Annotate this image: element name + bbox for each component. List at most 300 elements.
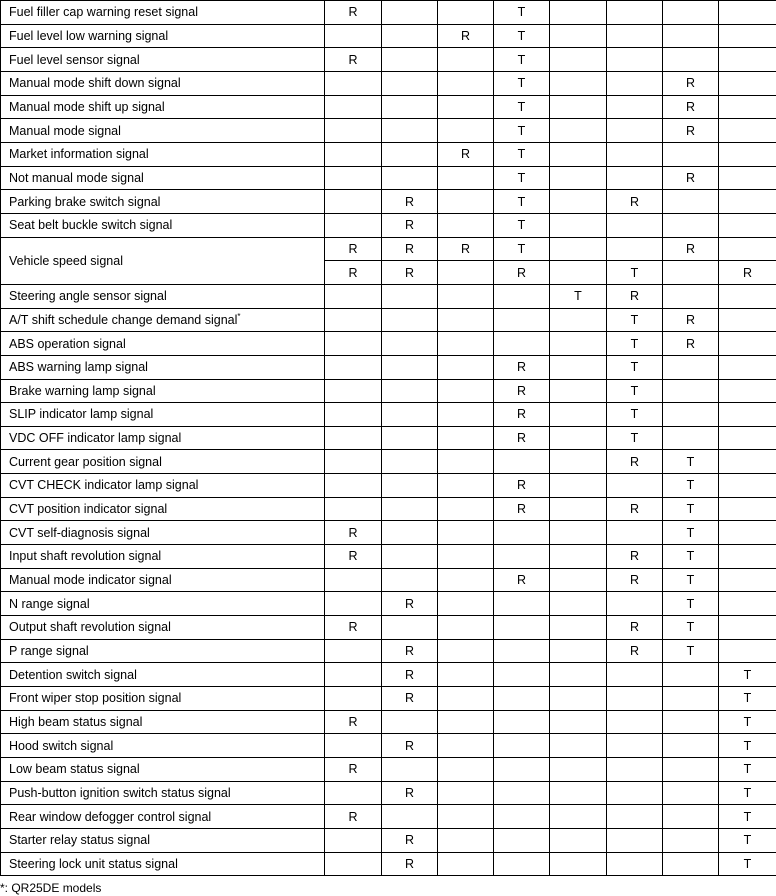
transmit-receive-cell [719,355,776,379]
transmit-receive-cell [607,95,663,119]
table-row [1,142,776,166]
table-row [1,166,776,190]
transmit-receive-cell [719,166,776,190]
transmit-receive-cell [719,48,776,72]
transmit-receive-cell [550,71,607,95]
transmit-receive-cell: R [607,545,663,569]
transmit-receive-cell [494,308,550,332]
transmit-receive-cell: R [663,119,719,143]
transmit-receive-cell [663,190,719,214]
table-row [1,95,776,119]
table-row [1,852,776,876]
transmit-receive-cell [325,355,382,379]
transmit-receive-cell [382,805,438,829]
transmit-receive-cell: T [607,379,663,403]
transmit-receive-cell [607,142,663,166]
transmit-receive-cell: T [663,568,719,592]
signal-name: Current gear position signal [9,454,162,469]
transmit-receive-cell [494,545,550,569]
transmit-receive-cell [382,710,438,734]
transmit-receive-cell [438,734,494,758]
transmit-receive-cell [325,213,382,237]
table-row [1,190,776,214]
transmit-receive-cell [719,474,776,498]
transmit-receive-cell [719,521,776,545]
transmit-receive-cell [494,781,550,805]
signal-name: CVT position indicator signal [9,502,168,517]
transmit-receive-cell: R [494,403,550,427]
signal-name-cell [1,710,325,734]
table-row [1,119,776,143]
transmit-receive-cell [550,687,607,711]
transmit-receive-cell: R [607,639,663,663]
transmit-receive-cell [607,592,663,616]
transmit-receive-cell [550,166,607,190]
transmit-receive-cell: T [607,332,663,356]
signal-name-cell [1,545,325,569]
transmit-receive-cell [325,71,382,95]
transmit-receive-cell [325,474,382,498]
transmit-receive-cell [663,852,719,876]
transmit-receive-cell: T [607,308,663,332]
transmit-receive-cell [382,474,438,498]
transmit-receive-cell [438,592,494,616]
signal-name-cell [1,734,325,758]
transmit-receive-cell [325,592,382,616]
transmit-receive-cell: R [438,24,494,48]
transmit-receive-cell [494,592,550,616]
signal-name-cell [1,24,325,48]
signal-name-cell [1,1,325,25]
transmit-receive-cell [382,24,438,48]
transmit-receive-cell [438,639,494,663]
table-row [1,663,776,687]
transmit-receive-cell: R [325,237,382,261]
table-row [1,24,776,48]
signal-name: Vehicle speed signal [9,253,123,268]
transmit-receive-cell [550,355,607,379]
transmit-receive-cell [663,805,719,829]
transmit-receive-cell [382,71,438,95]
signal-name: Parking brake switch signal [9,194,161,209]
footnote-marker: * [237,312,241,322]
transmit-receive-cell [382,497,438,521]
signal-name: Rear window defogger control signal [9,809,212,824]
signal-name: Fuel level sensor signal [9,52,140,67]
transmit-receive-cell: R [607,284,663,308]
signal-name-cell [1,828,325,852]
transmit-receive-cell: T [494,237,550,261]
transmit-receive-cell [325,379,382,403]
transmit-receive-cell [550,663,607,687]
transmit-receive-cell: R [382,237,438,261]
transmit-receive-cell [719,639,776,663]
table-row [1,758,776,782]
signal-name: Front wiper stop position signal [9,691,182,706]
transmit-receive-cell [438,166,494,190]
transmit-receive-cell [550,1,607,25]
transmit-receive-cell [382,48,438,72]
signal-name-cell [1,332,325,356]
transmit-receive-cell [325,24,382,48]
transmit-receive-cell: T [494,24,550,48]
transmit-receive-cell [550,119,607,143]
signal-name: Manual mode signal [9,123,121,138]
transmit-receive-cell [438,568,494,592]
transmit-receive-cell [494,710,550,734]
transmit-receive-cell [607,710,663,734]
transmit-receive-cell [719,592,776,616]
signal-name-cell [1,119,325,143]
signal-name-cell [1,355,325,379]
transmit-receive-cell: R [382,734,438,758]
signal-name-cell [1,663,325,687]
transmit-receive-cell: R [494,261,550,285]
transmit-receive-cell [719,497,776,521]
signal-name: Push-button ignition switch status signal [9,785,231,800]
signal-name: Seat belt buckle switch signal [9,218,173,233]
table-row [1,48,776,72]
transmit-receive-cell [719,568,776,592]
transmit-receive-cell [438,426,494,450]
transmit-receive-cell [325,852,382,876]
table-row [1,379,776,403]
transmit-receive-cell [438,758,494,782]
transmit-receive-cell [550,521,607,545]
transmit-receive-cell [550,24,607,48]
transmit-receive-cell [607,24,663,48]
transmit-receive-cell: R [494,497,550,521]
transmit-receive-cell: R [325,616,382,640]
transmit-receive-cell [719,213,776,237]
transmit-receive-cell [719,450,776,474]
signal-name-cell [1,639,325,663]
transmit-receive-cell [663,48,719,72]
table-row [1,616,776,640]
transmit-receive-cell: R [325,805,382,829]
transmit-receive-cell [550,805,607,829]
transmit-receive-cell [382,758,438,782]
signal-name: SLIP indicator lamp signal [9,407,154,422]
transmit-receive-cell [325,734,382,758]
transmit-receive-cell: T [663,592,719,616]
transmit-receive-cell: T [719,687,776,711]
transmit-receive-cell [382,95,438,119]
transmit-receive-cell [663,379,719,403]
transmit-receive-cell [550,758,607,782]
transmit-receive-cell [438,308,494,332]
transmit-receive-cell: T [494,166,550,190]
transmit-receive-cell [382,166,438,190]
transmit-receive-cell: T [494,142,550,166]
transmit-receive-cell: T [607,261,663,285]
transmit-receive-cell [550,616,607,640]
signal-name: Low beam status signal [9,762,140,777]
transmit-receive-cell: R [325,521,382,545]
signal-name: Fuel filler cap warning reset signal [9,5,198,20]
transmit-receive-cell [663,142,719,166]
signal-name-cell [1,190,325,214]
transmit-receive-cell [438,545,494,569]
table-row [1,734,776,758]
transmit-receive-cell [438,781,494,805]
transmit-receive-cell: R [325,1,382,25]
transmit-receive-cell: R [663,95,719,119]
transmit-receive-cell: T [719,663,776,687]
transmit-receive-cell [325,828,382,852]
signal-name-cell [1,237,325,284]
transmit-receive-cell [550,639,607,663]
transmit-receive-cell [663,758,719,782]
transmit-receive-cell [382,545,438,569]
transmit-receive-cell [325,403,382,427]
transmit-receive-cell: R [663,332,719,356]
transmit-receive-cell [438,450,494,474]
transmit-receive-cell [494,284,550,308]
transmit-receive-cell [438,119,494,143]
transmit-receive-cell [719,545,776,569]
signal-name: Manual mode indicator signal [9,573,172,588]
transmit-receive-cell [438,521,494,545]
table-row [1,474,776,498]
signal-name: N range signal [9,596,90,611]
transmit-receive-cell [325,450,382,474]
transmit-receive-cell [325,426,382,450]
transmit-receive-cell [438,261,494,285]
transmit-receive-cell [550,190,607,214]
transmit-receive-cell [438,379,494,403]
transmit-receive-cell [550,781,607,805]
signal-name: Hood switch signal [9,738,114,753]
signal-name: Manual mode shift down signal [9,76,181,91]
table-row [1,781,776,805]
transmit-receive-cell: T [719,710,776,734]
transmit-receive-cell [550,450,607,474]
transmit-receive-cell [607,828,663,852]
transmit-receive-cell [719,308,776,332]
transmit-receive-cell [494,616,550,640]
transmit-receive-cell: R [325,710,382,734]
transmit-receive-cell [325,190,382,214]
transmit-receive-cell [607,758,663,782]
transmit-receive-cell [438,213,494,237]
transmit-receive-cell [607,521,663,545]
signal-name-cell [1,758,325,782]
signal-name-cell [1,521,325,545]
transmit-receive-cell [550,568,607,592]
signal-name: A/T shift schedule change demand signal [9,313,238,328]
transmit-receive-cell: T [494,119,550,143]
signal-name: High beam status signal [9,715,143,730]
transmit-receive-cell: R [325,758,382,782]
transmit-receive-cell [663,781,719,805]
signal-name-cell [1,616,325,640]
transmit-receive-cell [550,332,607,356]
transmit-receive-cell [663,261,719,285]
table-row [1,805,776,829]
transmit-receive-cell [719,142,776,166]
signal-name-cell [1,166,325,190]
transmit-receive-cell: R [382,592,438,616]
transmit-receive-cell: T [663,521,719,545]
transmit-receive-cell: R [382,190,438,214]
transmit-receive-cell [550,48,607,72]
transmit-receive-cell [325,568,382,592]
transmit-receive-cell [438,332,494,356]
transmit-receive-cell [325,332,382,356]
signal-name: VDC OFF indicator lamp signal [9,431,182,446]
transmit-receive-cell: T [719,781,776,805]
transmit-receive-cell [607,663,663,687]
transmit-receive-cell [663,24,719,48]
transmit-receive-cell: R [607,190,663,214]
transmit-receive-cell: R [607,568,663,592]
transmit-receive-cell [382,450,438,474]
transmit-receive-cell [382,355,438,379]
transmit-receive-cell: R [325,48,382,72]
transmit-receive-cell [607,781,663,805]
transmit-receive-cell [382,426,438,450]
table-row [1,568,776,592]
transmit-receive-cell [607,687,663,711]
transmit-receive-cell: R [382,828,438,852]
transmit-receive-cell [719,1,776,25]
signal-name-cell [1,403,325,427]
signal-name-cell [1,48,325,72]
signal-table-body [1,1,776,876]
table-row [1,521,776,545]
table-row [1,545,776,569]
transmit-receive-cell: T [663,545,719,569]
signal-name: Fuel level low warning signal [9,28,169,43]
transmit-receive-cell: T [494,95,550,119]
signal-name: CVT CHECK indicator lamp signal [9,478,199,493]
transmit-receive-cell [607,166,663,190]
table-row [1,71,776,95]
transmit-receive-cell [325,284,382,308]
signal-name-cell [1,568,325,592]
transmit-receive-cell [494,332,550,356]
transmit-receive-cell [382,119,438,143]
transmit-receive-cell [719,71,776,95]
signal-name-cell [1,426,325,450]
transmit-receive-cell: T [550,284,607,308]
transmit-receive-cell [494,521,550,545]
transmit-receive-cell [382,308,438,332]
transmit-receive-cell [382,403,438,427]
signal-name-cell [1,497,325,521]
transmit-receive-cell: R [438,142,494,166]
transmit-receive-cell [550,237,607,261]
transmit-receive-cell [607,852,663,876]
transmit-receive-cell: T [607,403,663,427]
signal-name: Steering lock unit status signal [9,856,178,871]
transmit-receive-cell: R [382,261,438,285]
transmit-receive-cell: R [382,663,438,687]
transmit-receive-cell [438,663,494,687]
transmit-receive-cell [719,190,776,214]
transmit-receive-cell: R [325,545,382,569]
transmit-receive-cell: R [494,474,550,498]
transmit-receive-cell [494,734,550,758]
transmit-receive-cell [663,403,719,427]
transmit-receive-cell [325,639,382,663]
transmit-receive-cell [607,48,663,72]
transmit-receive-cell: R [494,426,550,450]
transmit-receive-cell [719,332,776,356]
transmit-receive-cell: R [663,237,719,261]
transmit-receive-cell [607,71,663,95]
signal-name-cell [1,450,325,474]
transmit-receive-cell: R [494,355,550,379]
transmit-receive-cell [719,95,776,119]
transmit-receive-cell [438,497,494,521]
transmit-receive-cell [438,687,494,711]
transmit-receive-cell: R [663,308,719,332]
transmit-receive-cell [550,308,607,332]
signal-name: ABS operation signal [9,336,126,351]
table-row [1,639,776,663]
transmit-receive-cell [550,710,607,734]
transmit-receive-cell [550,852,607,876]
transmit-receive-cell [325,119,382,143]
transmit-receive-cell [607,213,663,237]
transmit-receive-cell [494,758,550,782]
transmit-receive-cell [550,95,607,119]
signal-name: ABS warning lamp signal [9,360,148,375]
transmit-receive-cell: T [494,213,550,237]
transmit-receive-cell [438,474,494,498]
transmit-receive-cell [325,663,382,687]
transmit-receive-cell: R [325,261,382,285]
transmit-receive-cell: T [663,474,719,498]
transmit-receive-cell: T [494,48,550,72]
transmit-receive-cell [550,403,607,427]
transmit-receive-cell [663,1,719,25]
transmit-receive-cell: R [663,71,719,95]
transmit-receive-cell [494,639,550,663]
transmit-receive-cell: T [719,852,776,876]
transmit-receive-cell: R [382,852,438,876]
table-row [1,450,776,474]
transmit-receive-cell: R [494,568,550,592]
transmit-receive-cell [438,95,494,119]
transmit-receive-cell [382,521,438,545]
transmit-receive-cell [607,474,663,498]
transmit-receive-cell [550,592,607,616]
signal-name: Brake warning lamp signal [9,383,156,398]
transmit-receive-cell: T [663,497,719,521]
transmit-receive-cell: T [494,190,550,214]
transmit-receive-cell: T [494,71,550,95]
transmit-receive-cell [438,355,494,379]
table-row [1,355,776,379]
transmit-receive-cell [494,663,550,687]
transmit-receive-cell [719,379,776,403]
transmit-receive-cell [438,828,494,852]
transmit-receive-cell: R [607,450,663,474]
signal-name-cell [1,95,325,119]
signal-name-cell [1,308,325,332]
transmit-receive-cell: T [663,616,719,640]
transmit-receive-cell [438,1,494,25]
transmit-receive-cell [494,828,550,852]
transmit-receive-cell [382,142,438,166]
transmit-receive-cell: T [494,1,550,25]
table-row [1,710,776,734]
transmit-receive-cell [607,237,663,261]
signal-name: Manual mode shift up signal [9,99,165,114]
